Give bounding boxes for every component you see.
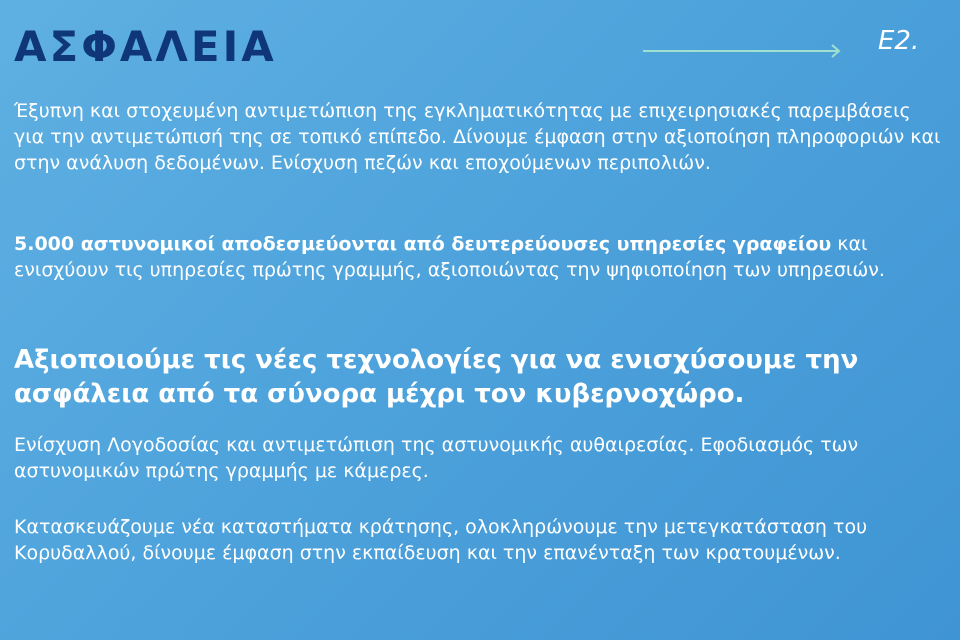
arrow-right-icon — [643, 44, 843, 58]
intro-paragraph: Έξυπνη και στοχευμένη αντιμετώπιση της εγκληματικότητας με επιχειρησιακές παρεμβάσεις για την αντιμετώπισή της σε τοπικό επίπεδο. Δίνουμε έμφαση στην αξιοποίηση πληροφοριών και στην ανάλυση δεδομένων. Ενίσχυση πεζών και εποχούμενων περιπολιών. — [14, 100, 941, 174]
technology-headline: Αξιοποιούμε τις νέες τεχνολογίες για να ενισχύσουμε την ασφάλεια από τα σύνορα μέχρι τον κυβερνοχώρο. — [14, 345, 859, 409]
page-title: ΑΣΦΑΛΕΙΑ — [14, 22, 277, 71]
police-highlight: 5.000 αστυνομικοί αποδεσμεύονται από δευτερεύουσες υπηρεσίες γραφείου — [14, 233, 832, 255]
police-paragraph — [14, 231, 949, 283]
detention-paragraph: Κατασκευάζουμε νέα καταστήματα κράτησης, ολοκληρώνουμε την μετεγκατάσταση του Κορυδαλλού, δίνουμε έμφαση στην εκπαίδευση και την επανένταξη των κρατουμένων. — [14, 516, 868, 564]
section-code: Ε2. — [878, 26, 920, 56]
accountability-paragraph: Ενίσχυση Λογοδοσίας και αντιμετώπιση της αστυνομικής αυθαιρεσίας. Εφοδιασμός των αστυνομικών πρώτης γραμμής με κάμερες. — [14, 434, 859, 482]
police-paragraph-text: και ενισχύουν τις υπηρεσίες πρώτης γραμμής, αξιοποιώντας την ψηφιοποίηση των υπηρεσιών. — [14, 233, 885, 281]
